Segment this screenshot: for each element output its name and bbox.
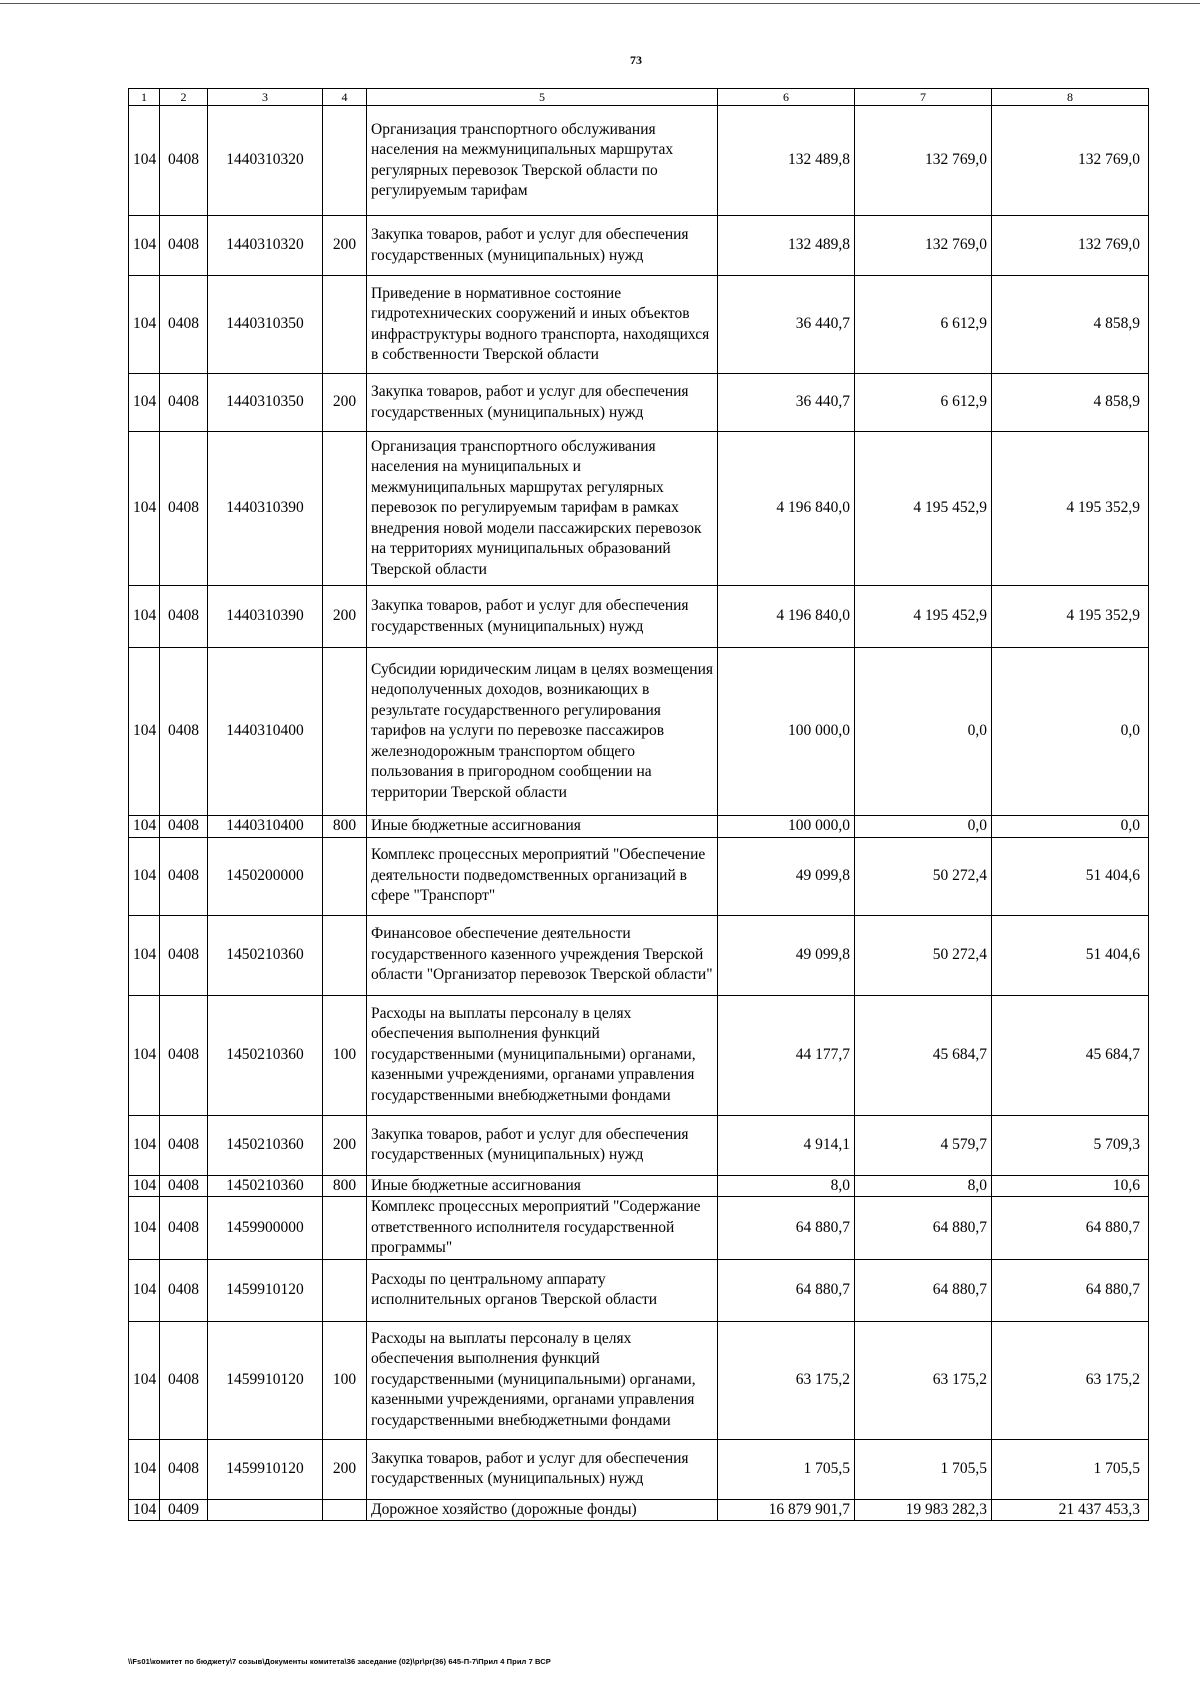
cell-description: Организация транспортного обслуживания населения на межмуниципальных маршрутах регулярных перевозок Тверской области по регулируемым тарифам — [367, 106, 718, 216]
table-row — [129, 432, 1149, 586]
cell-code-1: 104 — [129, 216, 160, 276]
cell-code-1: 104 — [129, 432, 160, 586]
cell-value-7: 50 272,4 — [855, 915, 992, 995]
header-cell: 5 — [367, 89, 718, 106]
cell-value-8: 51 404,6 — [992, 837, 1149, 915]
cell-code-4 — [323, 1499, 367, 1521]
cell-code-2: 0408 — [160, 915, 208, 995]
cell-value-7: 132 769,0 — [855, 106, 992, 216]
cell-code-4 — [323, 648, 367, 816]
cell-description: Расходы на выплаты персоналу в целях обеспечения выполнения функций государственными (муниципальными) органами, казенными учреждениями, органами управления государственными внебюджетными фондами — [367, 1321, 718, 1439]
cell-description: Комплекс процессных мероприятий "Обеспечение деятельности подведомственных организаций в сфере "Транспорт" — [367, 837, 718, 915]
cell-code-4: 800 — [323, 1175, 367, 1197]
cell-code-4 — [323, 1197, 367, 1260]
cell-description: Закупка товаров, работ и услуг для обеспечения государственных (муниципальных) нужд — [367, 586, 718, 648]
cell-value-8: 64 880,7 — [992, 1197, 1149, 1260]
cell-value-6: 49 099,8 — [718, 915, 855, 995]
table-row — [129, 1115, 1149, 1175]
cell-code-1: 104 — [129, 1115, 160, 1175]
cell-code-4 — [323, 915, 367, 995]
cell-description: Закупка товаров, работ и услуг для обеспечения государственных (муниципальных) нужд — [367, 1115, 718, 1175]
table-row — [129, 1499, 1149, 1521]
cell-code-2: 0408 — [160, 1259, 208, 1321]
cell-code-2: 0408 — [160, 648, 208, 816]
table-row — [129, 374, 1149, 432]
cell-value-7: 45 684,7 — [855, 995, 992, 1115]
header-cell: 2 — [160, 89, 208, 106]
header-cell: 7 — [855, 89, 992, 106]
cell-code-2: 0408 — [160, 837, 208, 915]
cell-value-6: 64 880,7 — [718, 1197, 855, 1260]
cell-code-1: 104 — [129, 276, 160, 374]
top-rule — [0, 3, 1200, 4]
cell-code-1: 104 — [129, 1321, 160, 1439]
cell-code-3: 1440310390 — [208, 586, 323, 648]
cell-description: Субсидии юридическим лицам в целях возмещения недополученных доходов, возникающих в результате государственного регулирования тарифов на услуги по перевозке пассажиров железнодорожным транспортом общего пользования в пригородном сообщении на территории Тверской области — [367, 648, 718, 816]
cell-code-1: 104 — [129, 1499, 160, 1521]
cell-code-2: 0408 — [160, 276, 208, 374]
cell-value-6: 63 175,2 — [718, 1321, 855, 1439]
cell-code-1: 104 — [129, 915, 160, 995]
cell-description: Расходы на выплаты персоналу в целях обеспечения выполнения функций государственными (муниципальными) органами, казенными учреждениями, органами управления государственными внебюджетными фондами — [367, 995, 718, 1115]
cell-value-8: 21 437 453,3 — [992, 1499, 1149, 1521]
cell-code-3: 1450210360 — [208, 1175, 323, 1197]
cell-code-4: 200 — [323, 1115, 367, 1175]
cell-description: Закупка товаров, работ и услуг для обеспечения государственных (муниципальных) нужд — [367, 374, 718, 432]
cell-value-8: 63 175,2 — [992, 1321, 1149, 1439]
cell-value-6: 100 000,0 — [718, 648, 855, 816]
cell-code-4: 200 — [323, 586, 367, 648]
cell-value-7: 4 195 452,9 — [855, 586, 992, 648]
cell-description: Приведение в нормативное состояние гидротехнических сооружений и иных объектов инфраструктуры водного транспорта, находящихся в собственности Тверской области — [367, 276, 718, 374]
cell-value-6: 36 440,7 — [718, 374, 855, 432]
cell-description: Иные бюджетные ассигнования — [367, 816, 718, 838]
cell-code-4: 800 — [323, 816, 367, 838]
cell-value-6: 4 196 840,0 — [718, 586, 855, 648]
cell-code-1: 104 — [129, 816, 160, 838]
cell-value-7: 0,0 — [855, 648, 992, 816]
cell-value-7: 8,0 — [855, 1175, 992, 1197]
cell-code-1: 104 — [129, 995, 160, 1115]
footer-file-path: \\Fs01\комитет по бюджету\7 созыв\Документы комитета\36 заседание (02)\pr\pr(36) 645-П-7\Прил 4 Прил 7 ВСР — [128, 1657, 551, 1666]
table-row — [129, 837, 1149, 915]
cell-code-4 — [323, 106, 367, 216]
cell-value-8: 4 858,9 — [992, 374, 1149, 432]
cell-code-3: 1440310350 — [208, 276, 323, 374]
cell-code-1: 104 — [129, 837, 160, 915]
cell-code-3: 1450210360 — [208, 915, 323, 995]
cell-code-1: 104 — [129, 648, 160, 816]
cell-code-2: 0408 — [160, 216, 208, 276]
cell-description: Дорожное хозяйство (дорожные фонды) — [367, 1499, 718, 1521]
cell-value-7: 132 769,0 — [855, 216, 992, 276]
cell-code-4: 200 — [323, 216, 367, 276]
cell-code-4: 100 — [323, 995, 367, 1115]
cell-code-2: 0408 — [160, 106, 208, 216]
cell-code-4 — [323, 837, 367, 915]
cell-code-3: 1450200000 — [208, 837, 323, 915]
cell-value-7: 6 612,9 — [855, 374, 992, 432]
header-cell: 4 — [323, 89, 367, 106]
table-row — [129, 276, 1149, 374]
cell-code-3: 1440310320 — [208, 216, 323, 276]
header-row — [129, 89, 1149, 106]
cell-code-4: 200 — [323, 1439, 367, 1499]
table-row — [129, 1439, 1149, 1499]
cell-code-2: 0408 — [160, 1439, 208, 1499]
cell-value-7: 63 175,2 — [855, 1321, 992, 1439]
cell-value-7: 0,0 — [855, 816, 992, 838]
cell-value-6: 49 099,8 — [718, 837, 855, 915]
cell-code-2: 0408 — [160, 374, 208, 432]
cell-code-3: 1459910120 — [208, 1259, 323, 1321]
cell-code-1: 104 — [129, 374, 160, 432]
cell-value-6: 36 440,7 — [718, 276, 855, 374]
cell-value-8: 132 769,0 — [992, 106, 1149, 216]
cell-value-6: 100 000,0 — [718, 816, 855, 838]
cell-value-8: 45 684,7 — [992, 995, 1149, 1115]
cell-code-1: 104 — [129, 586, 160, 648]
cell-value-7: 4 195 452,9 — [855, 432, 992, 586]
cell-code-3: 1440310320 — [208, 106, 323, 216]
cell-code-2: 0409 — [160, 1499, 208, 1521]
cell-code-2: 0408 — [160, 1175, 208, 1197]
table-row — [129, 1175, 1149, 1197]
cell-code-3: 1459900000 — [208, 1197, 323, 1260]
cell-value-7: 1 705,5 — [855, 1439, 992, 1499]
cell-value-7: 64 880,7 — [855, 1197, 992, 1260]
table-row — [129, 915, 1149, 995]
cell-description: Иные бюджетные ассигнования — [367, 1175, 718, 1197]
cell-value-8: 10,6 — [992, 1175, 1149, 1197]
cell-code-2: 0408 — [160, 816, 208, 838]
cell-value-8: 5 709,3 — [992, 1115, 1149, 1175]
cell-value-7: 50 272,4 — [855, 837, 992, 915]
header-cell: 6 — [718, 89, 855, 106]
cell-code-3: 1450210360 — [208, 1115, 323, 1175]
cell-value-8: 132 769,0 — [992, 216, 1149, 276]
table-row — [129, 216, 1149, 276]
cell-value-8: 4 195 352,9 — [992, 586, 1149, 648]
cell-code-2: 0408 — [160, 995, 208, 1115]
cell-code-3: 1440310400 — [208, 816, 323, 838]
table-row — [129, 1321, 1149, 1439]
cell-description: Организация транспортного обслуживания населения на муниципальных и межмуниципальных маршрутах регулярных перевозок по регулируемым тарифам в рамках внедрения новой модели пассажирских перевозок на территориях муниципальных образований Тверской области — [367, 432, 718, 586]
cell-value-6: 16 879 901,7 — [718, 1499, 855, 1521]
cell-code-2: 0408 — [160, 586, 208, 648]
cell-code-2: 0408 — [160, 1197, 208, 1260]
cell-value-8: 4 195 352,9 — [992, 432, 1149, 586]
cell-code-3: 1440310390 — [208, 432, 323, 586]
cell-code-3: 1440310350 — [208, 374, 323, 432]
cell-value-8: 51 404,6 — [992, 915, 1149, 995]
cell-value-6: 44 177,7 — [718, 995, 855, 1115]
budget-table — [128, 88, 1149, 1521]
cell-description: Комплекс процессных мероприятий "Содержание ответственного исполнителя государственной программы" — [367, 1197, 718, 1260]
cell-value-6: 8,0 — [718, 1175, 855, 1197]
cell-code-4 — [323, 432, 367, 586]
cell-description: Закупка товаров, работ и услуг для обеспечения государственных (муниципальных) нужд — [367, 216, 718, 276]
page-number: 73 — [630, 53, 642, 67]
cell-code-1: 104 — [129, 1175, 160, 1197]
cell-code-2: 0408 — [160, 1115, 208, 1175]
cell-code-1: 104 — [129, 106, 160, 216]
cell-value-6: 4 196 840,0 — [718, 432, 855, 586]
cell-description: Расходы по центральному аппарату исполнительных органов Тверской области — [367, 1259, 718, 1321]
table-row — [129, 816, 1149, 838]
table-row — [129, 995, 1149, 1115]
table-row — [129, 648, 1149, 816]
cell-value-6: 132 489,8 — [718, 106, 855, 216]
cell-description: Финансовое обеспечение деятельности государственного казенного учреждения Тверской области "Организатор перевозок Тверской области" — [367, 915, 718, 995]
cell-value-8: 0,0 — [992, 648, 1149, 816]
cell-code-2: 0408 — [160, 432, 208, 586]
header-cell: 8 — [992, 89, 1149, 106]
cell-code-4 — [323, 1259, 367, 1321]
cell-code-3: 1450210360 — [208, 995, 323, 1115]
cell-code-2: 0408 — [160, 1321, 208, 1439]
cell-value-8: 64 880,7 — [992, 1259, 1149, 1321]
cell-code-1: 104 — [129, 1197, 160, 1260]
table-row — [129, 1259, 1149, 1321]
cell-value-7: 19 983 282,3 — [855, 1499, 992, 1521]
cell-code-4 — [323, 276, 367, 374]
table-row — [129, 586, 1149, 648]
cell-value-8: 1 705,5 — [992, 1439, 1149, 1499]
cell-code-3: 1440310400 — [208, 648, 323, 816]
cell-code-3: 1459910120 — [208, 1439, 323, 1499]
cell-code-1: 104 — [129, 1439, 160, 1499]
cell-code-4: 200 — [323, 374, 367, 432]
cell-code-3: 1459910120 — [208, 1321, 323, 1439]
header-cell: 1 — [129, 89, 160, 106]
cell-code-1: 104 — [129, 1259, 160, 1321]
header-cell: 3 — [208, 89, 323, 106]
cell-value-6: 64 880,7 — [718, 1259, 855, 1321]
cell-value-6: 132 489,8 — [718, 216, 855, 276]
cell-value-6: 4 914,1 — [718, 1115, 855, 1175]
cell-description: Закупка товаров, работ и услуг для обеспечения государственных (муниципальных) нужд — [367, 1439, 718, 1499]
table-row — [129, 106, 1149, 216]
cell-value-7: 64 880,7 — [855, 1259, 992, 1321]
cell-code-3 — [208, 1499, 323, 1521]
cell-value-8: 4 858,9 — [992, 276, 1149, 374]
cell-value-7: 4 579,7 — [855, 1115, 992, 1175]
cell-value-8: 0,0 — [992, 816, 1149, 838]
cell-code-4: 100 — [323, 1321, 367, 1439]
cell-value-7: 6 612,9 — [855, 276, 992, 374]
cell-value-6: 1 705,5 — [718, 1439, 855, 1499]
table-row — [129, 1197, 1149, 1260]
